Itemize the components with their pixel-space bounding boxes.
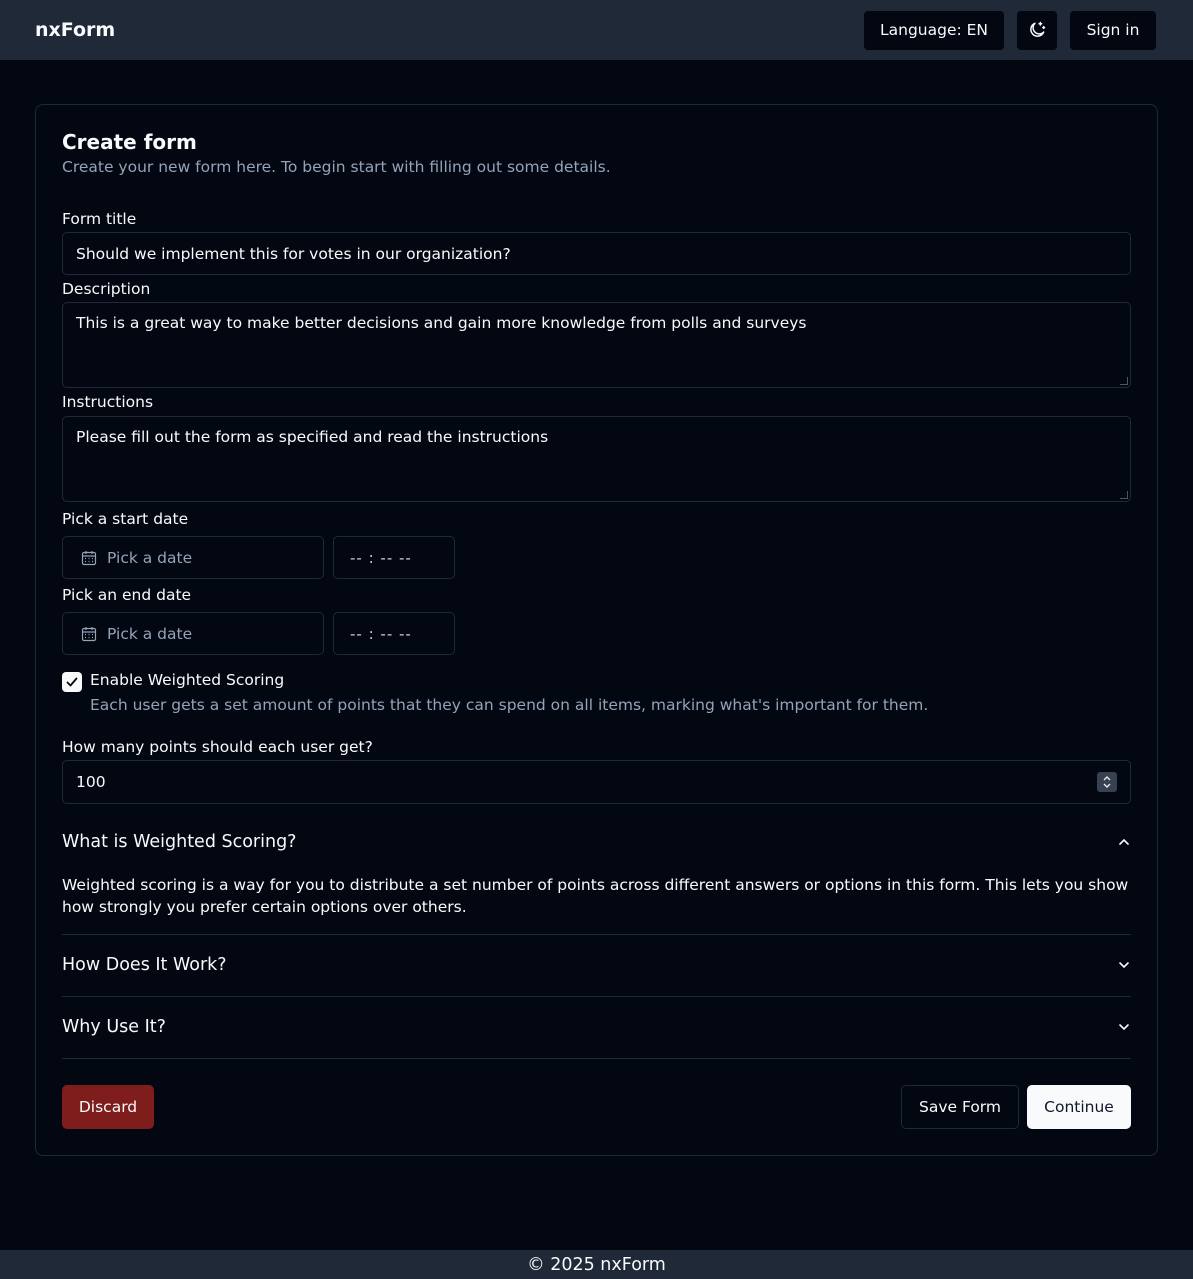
sign-in-button[interactable]: Sign in bbox=[1069, 10, 1157, 51]
end-time-input[interactable] bbox=[333, 612, 455, 655]
theme-toggle-button[interactable] bbox=[1016, 10, 1058, 51]
accordion-divider bbox=[62, 1058, 1131, 1059]
chevron-up-icon bbox=[1117, 835, 1131, 849]
weighted-scoring-help: Each user gets a set amount of points that they can spend on all items, marking what's important for them. bbox=[90, 696, 929, 714]
end-date-placeholder: Pick a date bbox=[107, 624, 193, 643]
points-number-input[interactable] bbox=[62, 760, 1131, 804]
chevron-down-icon bbox=[1117, 958, 1131, 972]
language-button[interactable]: Language: EN bbox=[863, 10, 1005, 51]
start-time-input[interactable] bbox=[333, 536, 455, 579]
card-subtitle: Create your new form here. To begin start with filling out some details. bbox=[62, 158, 611, 176]
card-title: Create form bbox=[62, 130, 197, 154]
instructions-label: Instructions bbox=[62, 393, 154, 411]
points-value: 100 bbox=[76, 773, 106, 791]
checkmark-icon bbox=[65, 675, 79, 689]
weighted-scoring-label[interactable]: Enable Weighted Scoring bbox=[90, 671, 285, 689]
resize-handle-icon[interactable] bbox=[1120, 377, 1128, 385]
calendar-icon bbox=[81, 550, 97, 566]
accordion-title: What is Weighted Scoring? bbox=[62, 832, 297, 852]
start-date-label: Pick a start date bbox=[62, 510, 189, 528]
start-time-placeholder: -- : -- -- bbox=[350, 548, 412, 567]
calendar-icon bbox=[81, 626, 97, 642]
chevron-down-icon bbox=[1102, 782, 1112, 789]
weighted-scoring-checkbox[interactable] bbox=[62, 672, 82, 692]
description-value: This is a great way to make better decisions and gain more knowledge from polls and surveys bbox=[76, 314, 807, 332]
discard-button[interactable]: Discard bbox=[62, 1085, 154, 1129]
brand-logo[interactable]: nxForm bbox=[35, 19, 116, 41]
top-navbar bbox=[0, 0, 1193, 60]
form-title-label: Form title bbox=[62, 210, 137, 228]
start-date-picker[interactable] bbox=[62, 536, 324, 579]
accordion-content: Weighted scoring is a way for you to distribute a set number of points across different answers or options in this form. This lets you show how strongly you prefer certain options over others. bbox=[62, 876, 1129, 916]
header-actions bbox=[863, 10, 1157, 51]
instructions-textarea[interactable] bbox=[62, 416, 1131, 502]
points-label: How many points should each user get? bbox=[62, 738, 373, 756]
accordion-trigger-how-does-it-work[interactable] bbox=[62, 934, 1131, 996]
moon-stars-icon bbox=[1027, 20, 1047, 40]
form-title-input[interactable] bbox=[62, 232, 1131, 275]
accordion-trigger-what-is-weighted-scoring[interactable] bbox=[62, 811, 1131, 873]
create-form-card bbox=[35, 104, 1158, 1156]
number-stepper[interactable] bbox=[1097, 772, 1117, 792]
continue-button[interactable]: Continue bbox=[1027, 1085, 1131, 1129]
accordion-title: Why Use It? bbox=[62, 1017, 166, 1037]
end-date-picker[interactable] bbox=[62, 612, 324, 655]
copyright-text: © 2025 nxForm bbox=[527, 1254, 666, 1275]
description-label: Description bbox=[62, 280, 151, 298]
chevron-up-icon bbox=[1102, 775, 1112, 782]
chevron-down-icon bbox=[1117, 1020, 1131, 1034]
end-date-label: Pick an end date bbox=[62, 586, 192, 604]
form-title-value: Should we implement this for votes in our organization? bbox=[76, 244, 511, 263]
start-date-placeholder: Pick a date bbox=[107, 548, 193, 567]
end-time-placeholder: -- : -- -- bbox=[350, 624, 412, 643]
save-form-button[interactable]: Save Form bbox=[901, 1085, 1019, 1129]
footer bbox=[0, 1250, 1193, 1279]
resize-handle-icon[interactable] bbox=[1120, 491, 1128, 499]
accordion-trigger-why-use-it[interactable] bbox=[62, 996, 1131, 1058]
description-textarea[interactable] bbox=[62, 302, 1131, 388]
instructions-value: Please fill out the form as specified and read the instructions bbox=[76, 428, 549, 446]
accordion-title: How Does It Work? bbox=[62, 955, 227, 975]
